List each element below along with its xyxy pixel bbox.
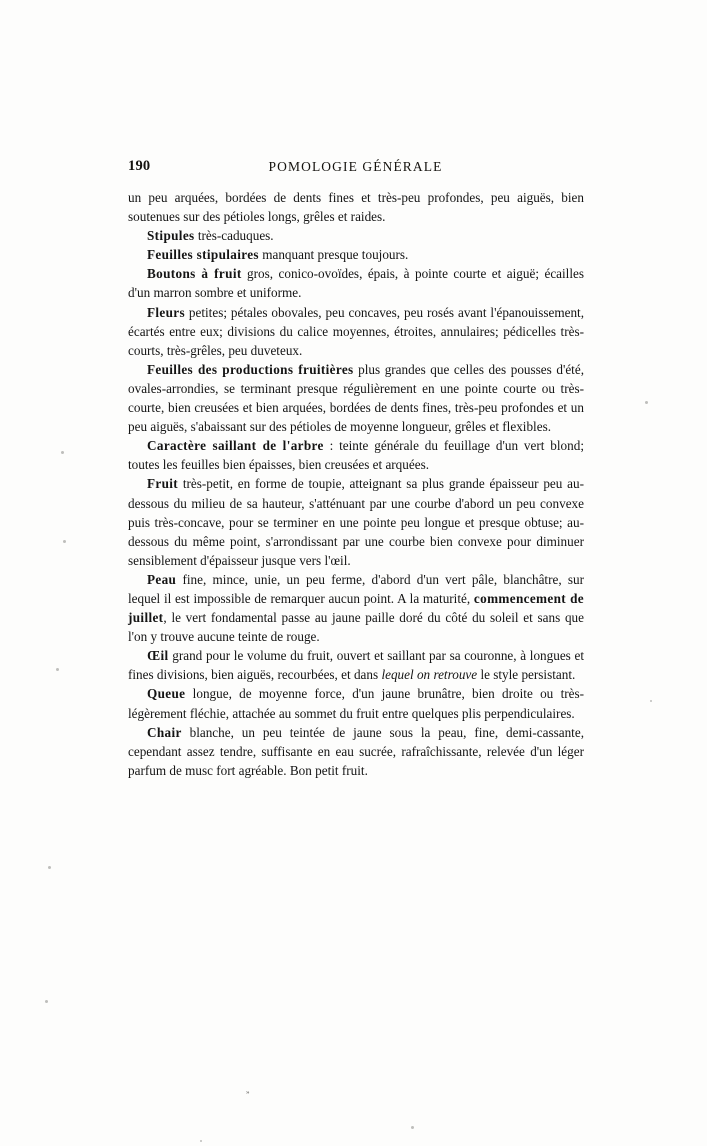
paragraph-text: blanche, un peu teintée de jaune sous la peau, fine, demi-cassante, cependant assez tendre, suffisante en eau sucrée, rafraîchissante, relevée d'un léger parfum de musc fort agréable. Bon petit fruit. <box>128 724 584 778</box>
paragraph-text: très-caduques. <box>194 228 274 244</box>
paragraph-text-end: , le vert fondamental passe au jaune paille doré du côté du soleil et sans que l'on y trouve aucune teinte de rouge. <box>128 610 584 645</box>
page-bottom-mark: » <box>245 1087 251 1097</box>
paragraph-chair <box>128 723 584 780</box>
paragraph-text: : teinte générale du feuillage d'un vert blond; toutes les feuilles bien épaisses, bien creusées et arquées. <box>128 438 584 473</box>
term-lead: Chair <box>147 724 182 740</box>
paragraph-text: plus grandes que celles des pousses d'été, ovales-arrondies, se terminant presque régulièrement en une pointe courte ou très-courte, bien creusées et bien arquées, bordées de dents fines, très-peu profondes et un peu aiguës, s'abaissant sur des pétioles de moyenne longueur, grêles et flexibles. <box>128 361 584 435</box>
paragraph-fleurs <box>128 303 584 360</box>
term-lead: Œil <box>147 648 169 664</box>
running-title: POMOLOGIE GÉNÉRALE <box>268 159 443 174</box>
scan-speck <box>56 668 59 671</box>
paragraph-boutons-a-fruit <box>128 264 584 302</box>
term-lead: Stipules <box>147 228 195 244</box>
scan-speck <box>48 866 51 869</box>
scan-speck <box>411 1126 414 1129</box>
paragraph-text: longue, de moyenne force, d'un jaune brunâtre, bien droite ou très-légèrement fléchie, attachée au sommet du fruit entre quelques plis perpendiculaires. <box>128 686 584 721</box>
emphasis-italic: lequel on retrouve <box>381 667 478 683</box>
paragraph-text-end: le style persistant. <box>477 667 576 683</box>
paragraph-stipules <box>128 226 584 245</box>
term-lead: Fleurs <box>147 304 185 320</box>
term-lead: Boutons à fruit <box>147 266 242 282</box>
paragraph-text: fine, mince, unie, un peu ferme, d'abord d'un vert pâle, blanchâtre, sur lequel il est impossible de remarquer aucun point. A la maturité, <box>128 571 584 606</box>
paragraph-text: très-petit, en forme de toupie, atteignant sa plus grande épaisseur peu au-dessous du milieu de sa hauteur, s'atténuant par une courbe d'abord un peu convexe puis très-concave, pour se terminer en une pointe peu longue et presque obtuse; au-dessous du même point, s'arrondissant par une courbe bien convexe pour diminuer sensiblement d'épaisseur jusque vers l'œil. <box>128 476 584 568</box>
paragraph-feuilles-stipulaires <box>128 245 584 264</box>
paragraph-oeil <box>128 646 584 684</box>
scan-speck <box>645 401 648 404</box>
term-lead: Peau <box>147 571 177 587</box>
paragraph-fruit <box>128 474 584 569</box>
scan-speck <box>200 1140 202 1142</box>
term-lead: Feuilles des productions fruitières <box>147 361 354 377</box>
page-number: 190 <box>128 158 151 174</box>
scan-speck <box>61 451 64 454</box>
paragraph-caractere-saillant <box>128 436 584 474</box>
page-header <box>128 158 583 176</box>
scan-speck <box>45 1000 48 1003</box>
term-lead: Caractère saillant de l'arbre <box>147 438 324 454</box>
term-lead: Feuilles stipulaires <box>147 247 259 263</box>
paragraph-text: petites; pétales obovales, peu concaves, peu rosés avant l'épanouissement, écartés entre eux; divisions du calice moyennes, étroites, annulaires; pédicelles très-courts, très-grêles, peu duveteux. <box>128 304 584 358</box>
page-body <box>128 188 584 780</box>
scan-speck <box>650 700 652 702</box>
paragraph-text: manquant presque toujours. <box>258 247 409 263</box>
paragraph-intro <box>128 188 584 226</box>
term-lead: Queue <box>147 686 186 702</box>
paragraph-text: grand pour le volume du fruit, ouvert et saillant par sa couronne, à longues et fines divisions, bien aiguës, recourbées, et dans <box>128 648 584 683</box>
paragraph-queue <box>128 684 584 722</box>
paragraph-text: gros, conico-ovoïdes, épais, à pointe courte et aiguë; écailles d'un marron sombre et uniforme. <box>128 266 585 301</box>
paragraph-text: un peu arquées, bordées de dents fines et très-peu profondes, peu aiguës, bien soutenues sur des pétioles longs, grêles et raides. <box>128 190 584 225</box>
term-lead: Fruit <box>147 476 179 492</box>
paragraph-peau <box>128 570 584 646</box>
emphasis-maturity-date: commencement de juillet <box>128 590 584 626</box>
paragraph-feuilles-productions-fruitieres <box>128 360 584 436</box>
scan-speck <box>63 540 66 543</box>
